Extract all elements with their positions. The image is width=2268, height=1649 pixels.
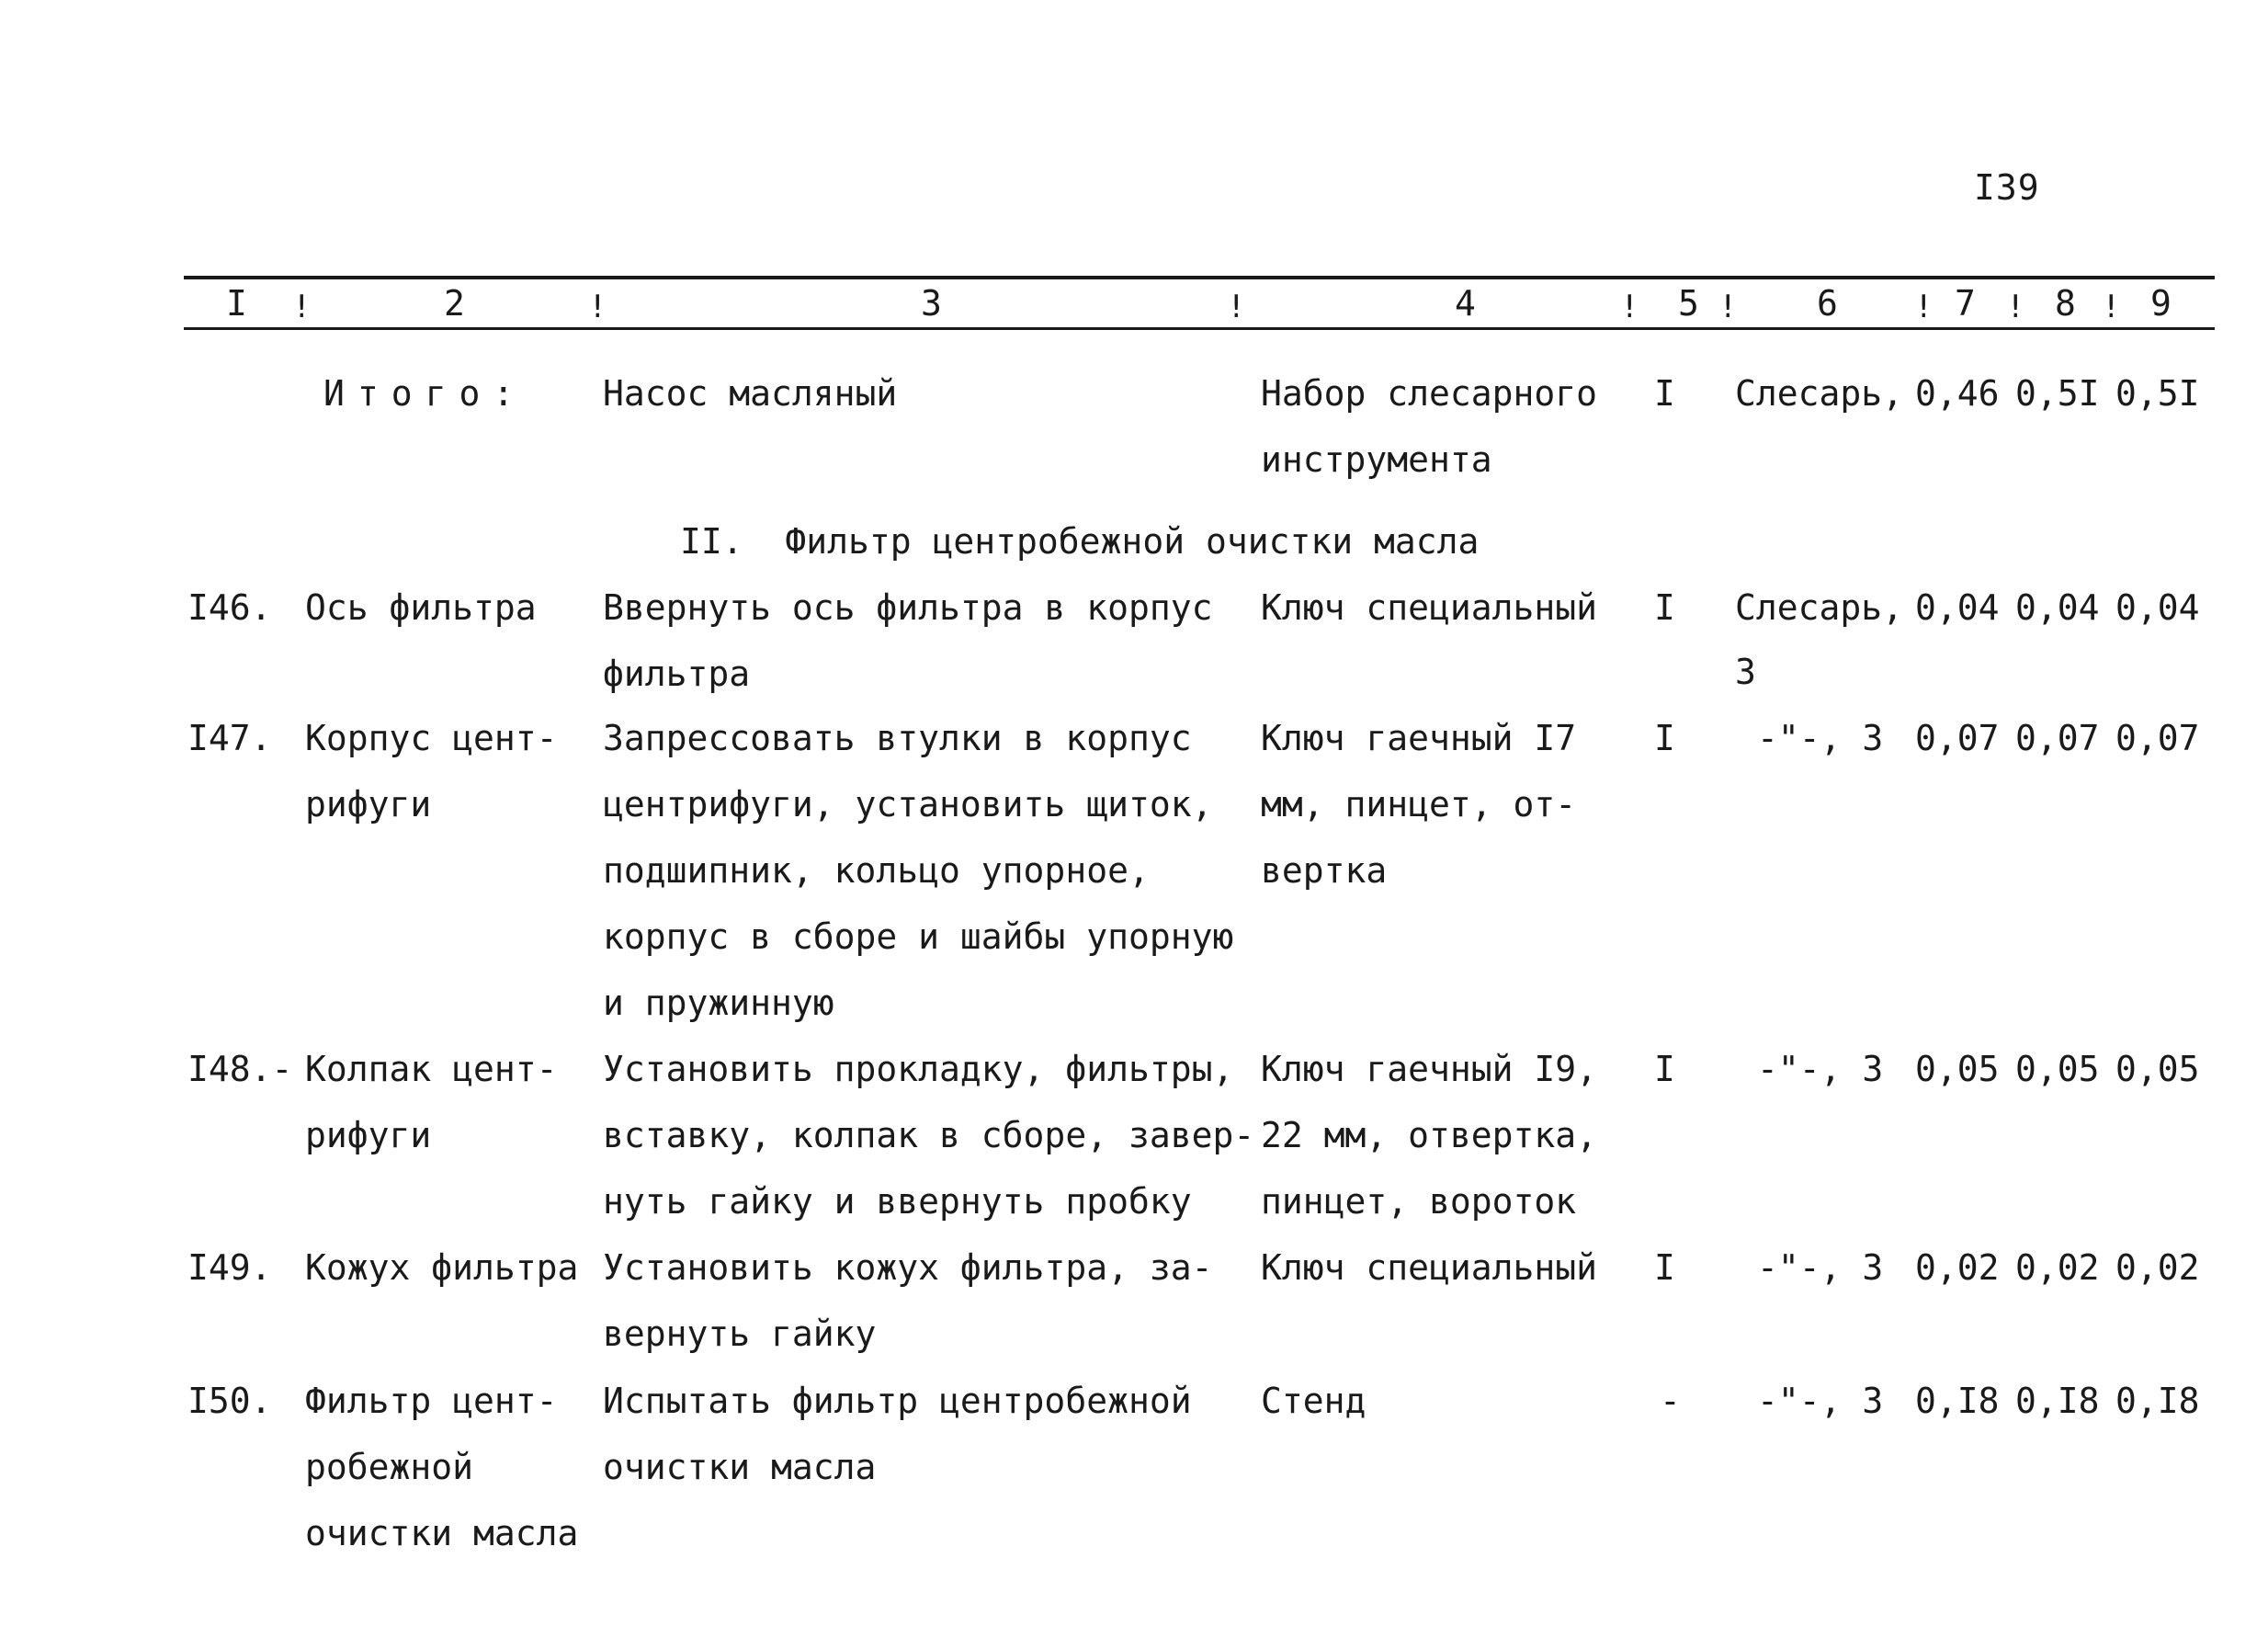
row-number: I48.- (187, 1049, 293, 1089)
row-tool-line: мм, пинцет, от- (1261, 784, 1577, 824)
col-header-9: 9 (2150, 283, 2172, 324)
row-v9: 0,04 (2115, 587, 2200, 628)
col-header-6: 6 (1817, 283, 1838, 324)
col-separator: ! (1620, 289, 1639, 325)
row-worker-line: -"-, 3 (1757, 718, 1884, 758)
row-operation-line: Испытать фильтр центробежной (603, 1381, 1192, 1421)
row-v7: 0,04 (1915, 587, 2000, 628)
col-separator: ! (292, 289, 312, 325)
table-header-rule (184, 327, 2215, 330)
row-qty: - (1660, 1381, 1681, 1421)
row-operation-line: очистки масла (603, 1447, 877, 1487)
row-v8: 0,02 (2015, 1247, 2100, 1288)
table-top-rule (184, 276, 2215, 279)
row-v8: 0,I8 (2015, 1381, 2100, 1421)
row-name-line: Кожух фильтра (305, 1247, 579, 1288)
row-tool-line: пинцет, вороток (1261, 1181, 1577, 1222)
row-name-line: Фильтр цент- (305, 1381, 558, 1421)
row-v9: 0,07 (2115, 718, 2200, 758)
total-v7: 0,46 (1915, 373, 2000, 414)
row-v8: 0,05 (2015, 1049, 2100, 1089)
row-name-line: робежной (305, 1447, 474, 1487)
col-header-8: 8 (2055, 283, 2076, 324)
row-worker-line: -"-, 3 (1757, 1381, 1884, 1421)
row-tool-line: вертка (1261, 850, 1388, 891)
row-operation-line: фильтра (603, 654, 751, 694)
row-name-line: Ось фильтра (305, 587, 537, 628)
row-number: I47. (187, 718, 272, 758)
row-worker-line: -"-, 3 (1757, 1049, 1884, 1089)
col-separator: ! (2102, 289, 2121, 325)
row-v8: 0,07 (2015, 718, 2100, 758)
col-header-3: 3 (921, 283, 942, 324)
col-separator: ! (588, 289, 607, 325)
row-v7: 0,02 (1915, 1247, 2000, 1288)
row-name-line: рифуги (305, 1115, 432, 1155)
row-tool-line: Ключ специальный (1261, 1247, 1598, 1288)
row-tool-line: Ключ специальный (1261, 587, 1598, 628)
total-v8: 0,5I (2015, 373, 2100, 414)
row-name-line: рифуги (305, 784, 432, 824)
row-number: I50. (187, 1381, 272, 1421)
total-v9: 0,5I (2115, 373, 2200, 414)
row-operation-line: нуть гайку и ввернуть пробку (603, 1181, 1192, 1222)
row-v9: 0,I8 (2115, 1381, 2200, 1421)
row-operation-line: корпус в сборе и шайбы упорную (603, 916, 1234, 957)
total-tool-line-2: инструмента (1261, 439, 1492, 480)
row-v7: 0,05 (1915, 1049, 2000, 1089)
row-name-line: Колпак цент- (305, 1049, 558, 1089)
col-header-4: 4 (1455, 283, 1476, 324)
row-operation-line: и пружинную (603, 983, 834, 1023)
row-operation-line: Установить прокладку, фильтры, (603, 1049, 1234, 1089)
row-v9: 0,02 (2115, 1247, 2200, 1288)
row-v9: 0,05 (2115, 1049, 2200, 1089)
row-operation-line: Установить кожух фильтра, за- (603, 1247, 1213, 1288)
col-header-2: 2 (444, 283, 465, 324)
total-worker: Слесарь, (1735, 373, 1904, 414)
row-operation-line: вставку, колпак в сборе, завер- (603, 1115, 1255, 1155)
total-qty: I (1654, 373, 1675, 414)
total-label: Итого: (323, 373, 527, 414)
row-name-line: Корпус цент- (305, 718, 558, 758)
row-operation-line: центрифуги, установить щиток, (603, 784, 1213, 824)
row-tool-line: Ключ гаечный I9, (1261, 1049, 1598, 1089)
row-operation-line: вернуть гайку (603, 1314, 877, 1354)
page-number: I39 (1974, 167, 2040, 208)
row-qty: I (1654, 1049, 1675, 1089)
section-title: II. Фильтр центробежной очистки масла (680, 521, 1480, 562)
row-worker-line: -"-, 3 (1757, 1247, 1884, 1288)
row-v7: 0,07 (1915, 718, 2000, 758)
row-number: I49. (187, 1247, 272, 1288)
row-tool-line: Ключ гаечный I7 (1261, 718, 1577, 758)
row-operation-line: подшипник, кольцо упорное, (603, 850, 1150, 891)
row-v8: 0,04 (2015, 587, 2100, 628)
total-tool-line-1: Набор слесарного (1261, 373, 1598, 414)
row-name-line: очистки масла (305, 1513, 579, 1553)
row-qty: I (1654, 718, 1675, 758)
row-v7: 0,I8 (1915, 1381, 2000, 1421)
col-separator: ! (1718, 289, 1738, 325)
col-header-5: 5 (1678, 283, 1699, 324)
row-tool-line: Стенд (1261, 1381, 1366, 1421)
total-part: Насос масляный (603, 373, 898, 414)
row-operation-line: Запрессовать втулки в корпус (603, 718, 1192, 758)
row-qty: I (1654, 587, 1675, 628)
col-separator: ! (2006, 289, 2025, 325)
row-number: I46. (187, 587, 272, 628)
row-operation-line: Ввернуть ось фильтра в корпус (603, 587, 1213, 628)
row-qty: I (1654, 1247, 1675, 1288)
row-worker-line: Слесарь, (1735, 587, 1904, 628)
col-header-7: 7 (1955, 283, 1976, 324)
col-header-1: I (226, 283, 247, 324)
row-tool-line: 22 мм, отвертка, (1261, 1115, 1598, 1155)
col-separator: ! (1914, 289, 1933, 325)
col-separator: ! (1227, 289, 1246, 325)
row-worker-line: 3 (1735, 652, 1756, 692)
